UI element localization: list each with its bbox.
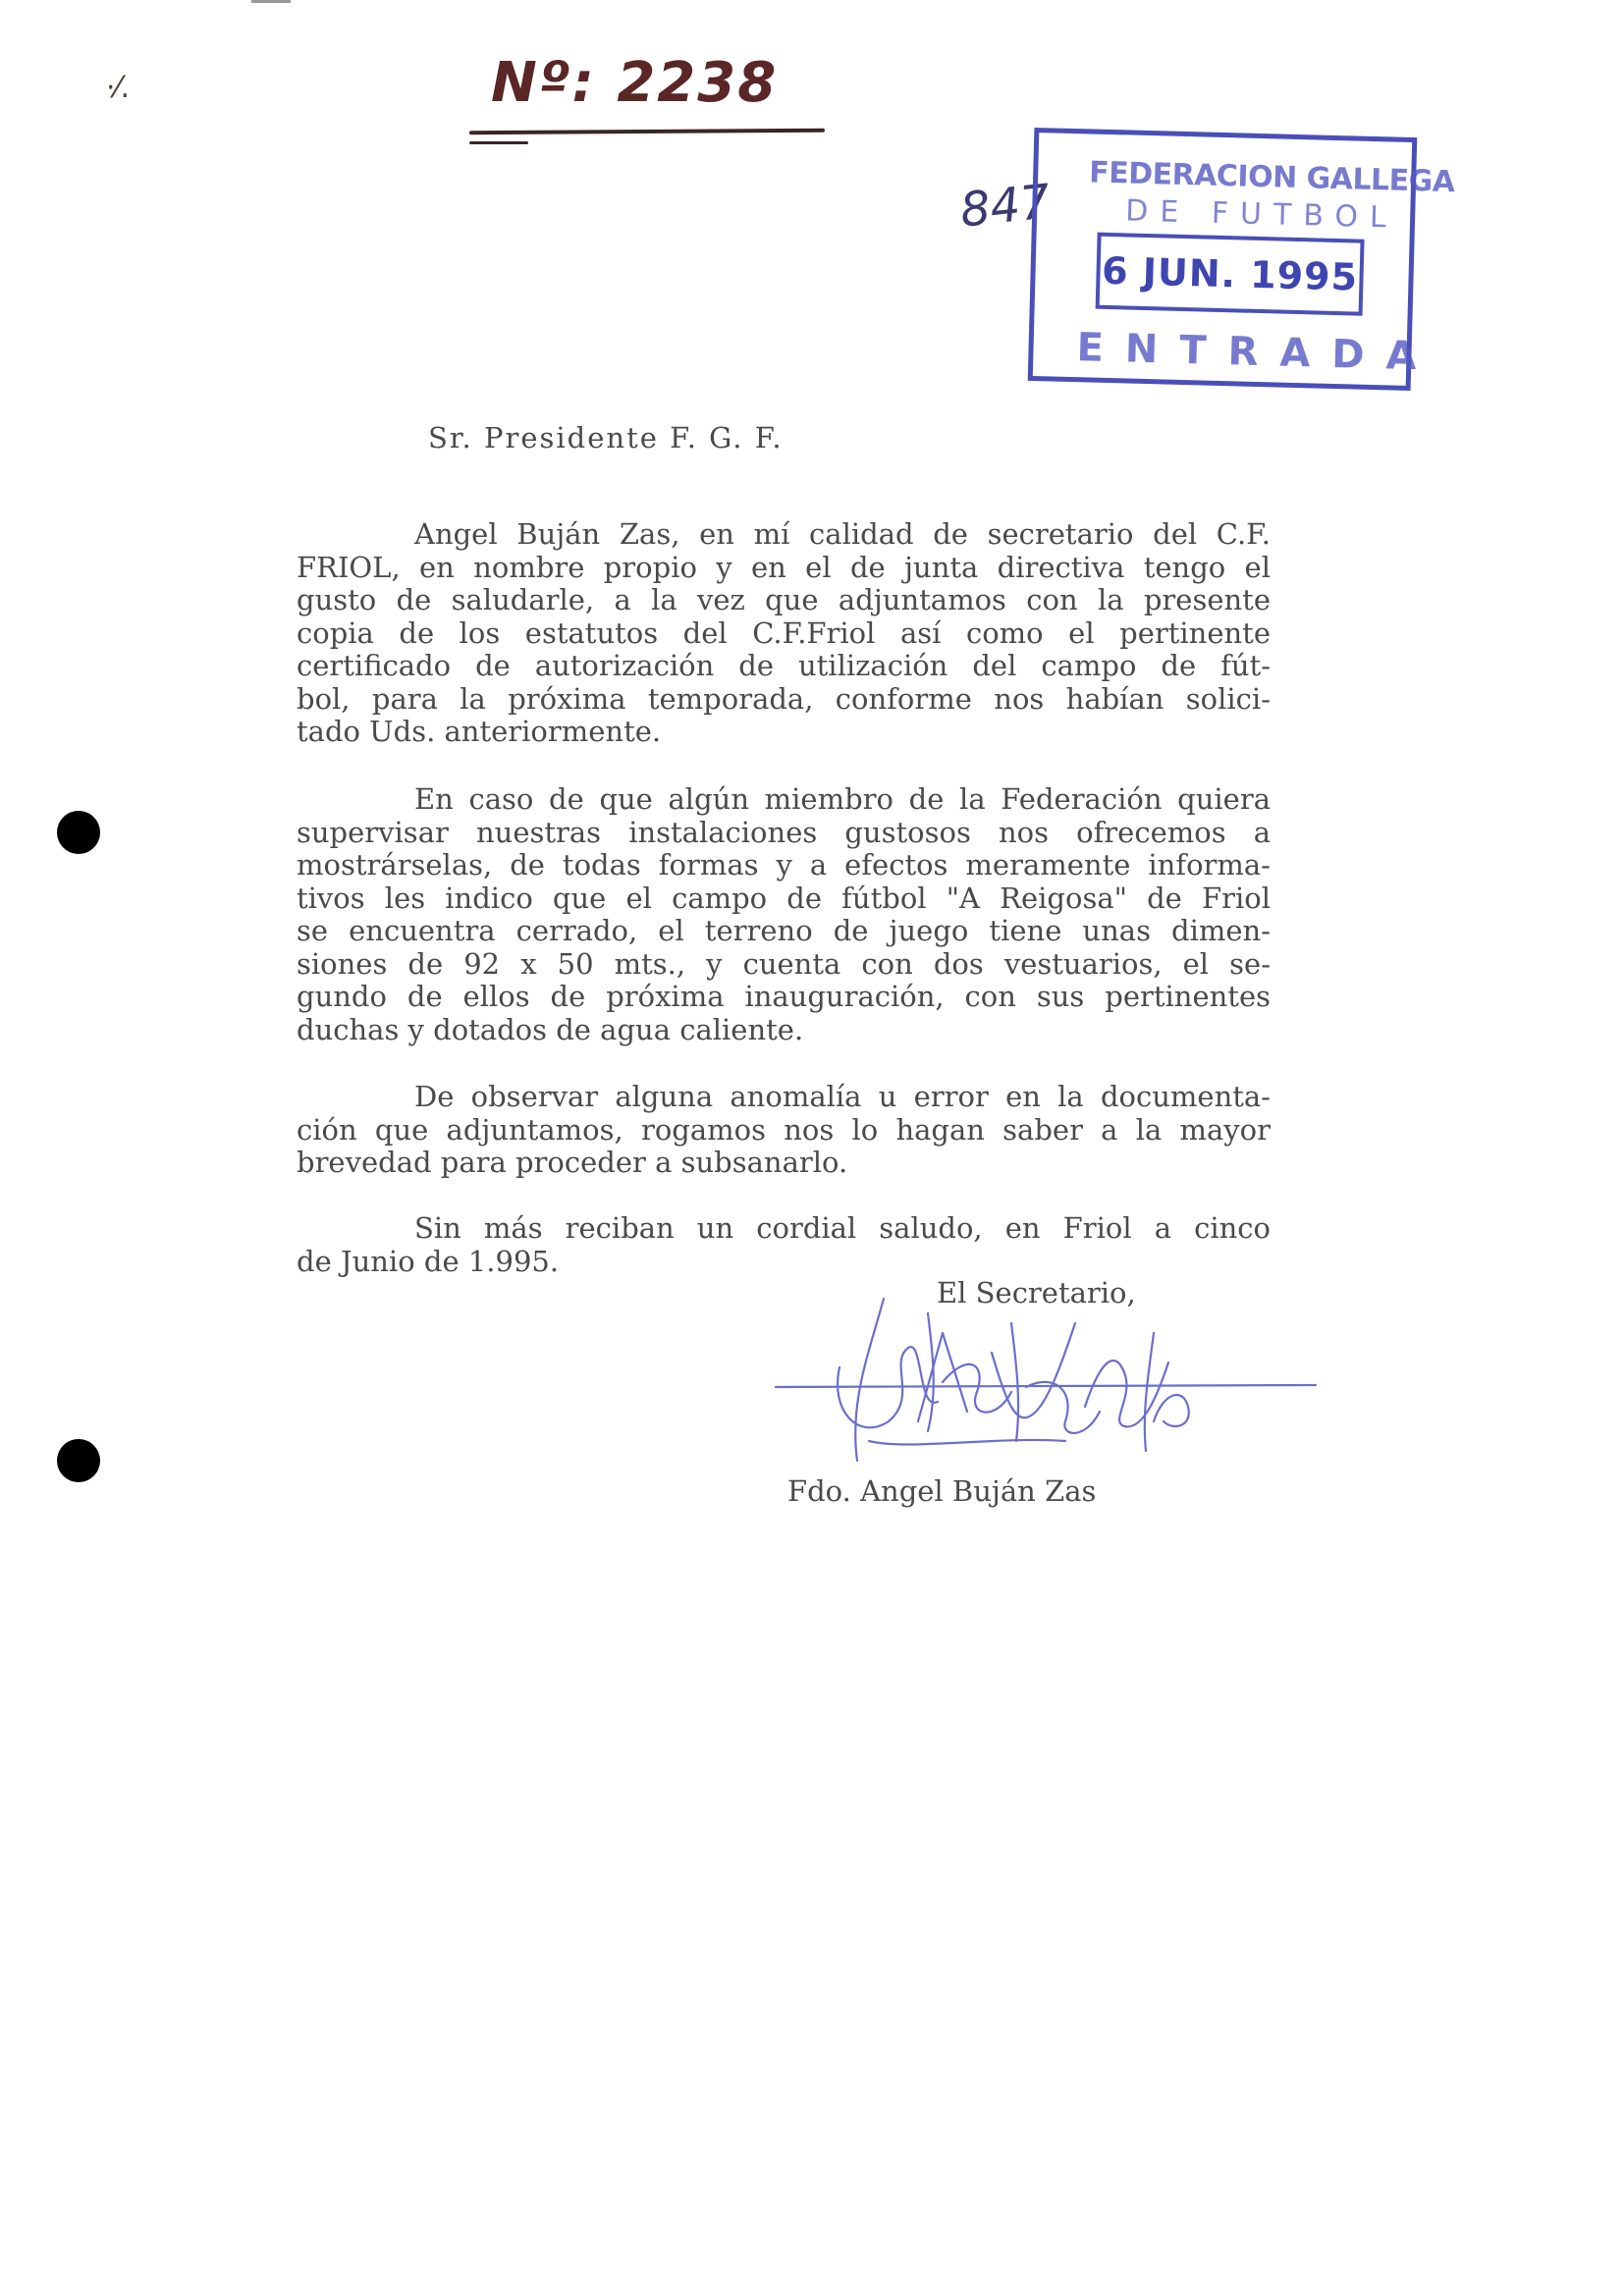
signed-by: Fdo. Angel Buján Zas	[787, 1474, 1097, 1508]
paragraph-line: de Junio de 1.995.	[297, 1244, 560, 1278]
stamp-futbol: DE FUTBOL	[1124, 193, 1399, 236]
paragraph-line: FRIOL, en nombre propio y en el de junta directiva tengo el	[297, 550, 1271, 584]
paragraph-line: copia de los estatutos del C.F.Friol así como el pertinente	[297, 615, 1271, 650]
paragraph-line: siones de 92 x 50 mts., y cuenta con dos vestuarios, el se-	[297, 946, 1271, 981]
paragraph-4	[297, 1212, 1271, 1278]
entry-stamp	[1028, 128, 1455, 391]
paragraph-line: duchas y dotados de agua caliente.	[297, 1012, 804, 1046]
stamp-federation: FEDERACION GALLEGA	[1088, 155, 1455, 200]
binder-hole-bottom	[57, 1439, 100, 1482]
paragraph-line: mostrárselas, de todas formas y a efectos meramente informa-	[297, 848, 1271, 881]
paragraph-line: Angel Buján Zas, en mí calidad de secretario del C.F.	[414, 517, 1271, 551]
paragraph-2	[297, 783, 1271, 1046]
paragraph-line: tado Uds. anteriormente.	[297, 715, 662, 748]
scan-artifact	[251, 0, 291, 3]
paragraph-line: tivos les indico que el campo de fútbol "A Reigosa" de Friol	[297, 881, 1271, 915]
paragraph-line: certificado de autorización de utilización del campo de fút-	[297, 649, 1271, 682]
paragraph-line: En caso de que algún miembro de la Federación quiera	[414, 782, 1271, 816]
stamp-date-box	[1096, 233, 1365, 316]
paragraph-line: gusto de saludarle, a la vez que adjuntamos con la presente	[297, 583, 1271, 616]
registry-underline	[469, 129, 825, 135]
registry-underline-short	[469, 141, 528, 144]
stamp-entrada: ENTRADA	[1075, 325, 1439, 380]
paragraph-line: De observar alguna anomalía u error en la documenta-	[414, 1080, 1271, 1113]
signer-title: El Secretario,	[937, 1276, 1136, 1309]
stamp-date: 6 JUN. 1995	[1101, 248, 1359, 299]
binder-hole-top	[57, 811, 100, 854]
paragraph-line: se encuentra cerrado, el terreno de juego tiene unas dimen-	[297, 914, 1271, 947]
paragraph-line: brevedad para proceder a subsanarlo.	[297, 1146, 848, 1179]
registry-number: Nº: 2238	[491, 51, 779, 115]
salutation: Sr. Presidente F. G. F.	[428, 421, 784, 454]
paragraph-line: ción que adjuntamos, rogamos nos lo hagan saber a la mayor	[297, 1112, 1271, 1147]
signature-image	[771, 1294, 1321, 1470]
paragraph-line: gundo de ellos de próxima inauguración, con sus pertinentes	[297, 980, 1271, 1013]
handwritten-reference: 847	[957, 174, 1054, 239]
paragraph-line: Sin más reciban un cordial saludo, en Friol a cinco	[414, 1211, 1271, 1245]
handwritten-marks: ·⁄.	[106, 71, 131, 105]
paragraph-line: bol, para la próxima temporada, conforme nos habían solici-	[297, 681, 1271, 716]
paragraph-1	[297, 518, 1271, 749]
paragraph-line: supervisar nuestras instalaciones gustosos nos ofrecemos a	[297, 815, 1271, 849]
paragraph-3	[297, 1081, 1271, 1180]
